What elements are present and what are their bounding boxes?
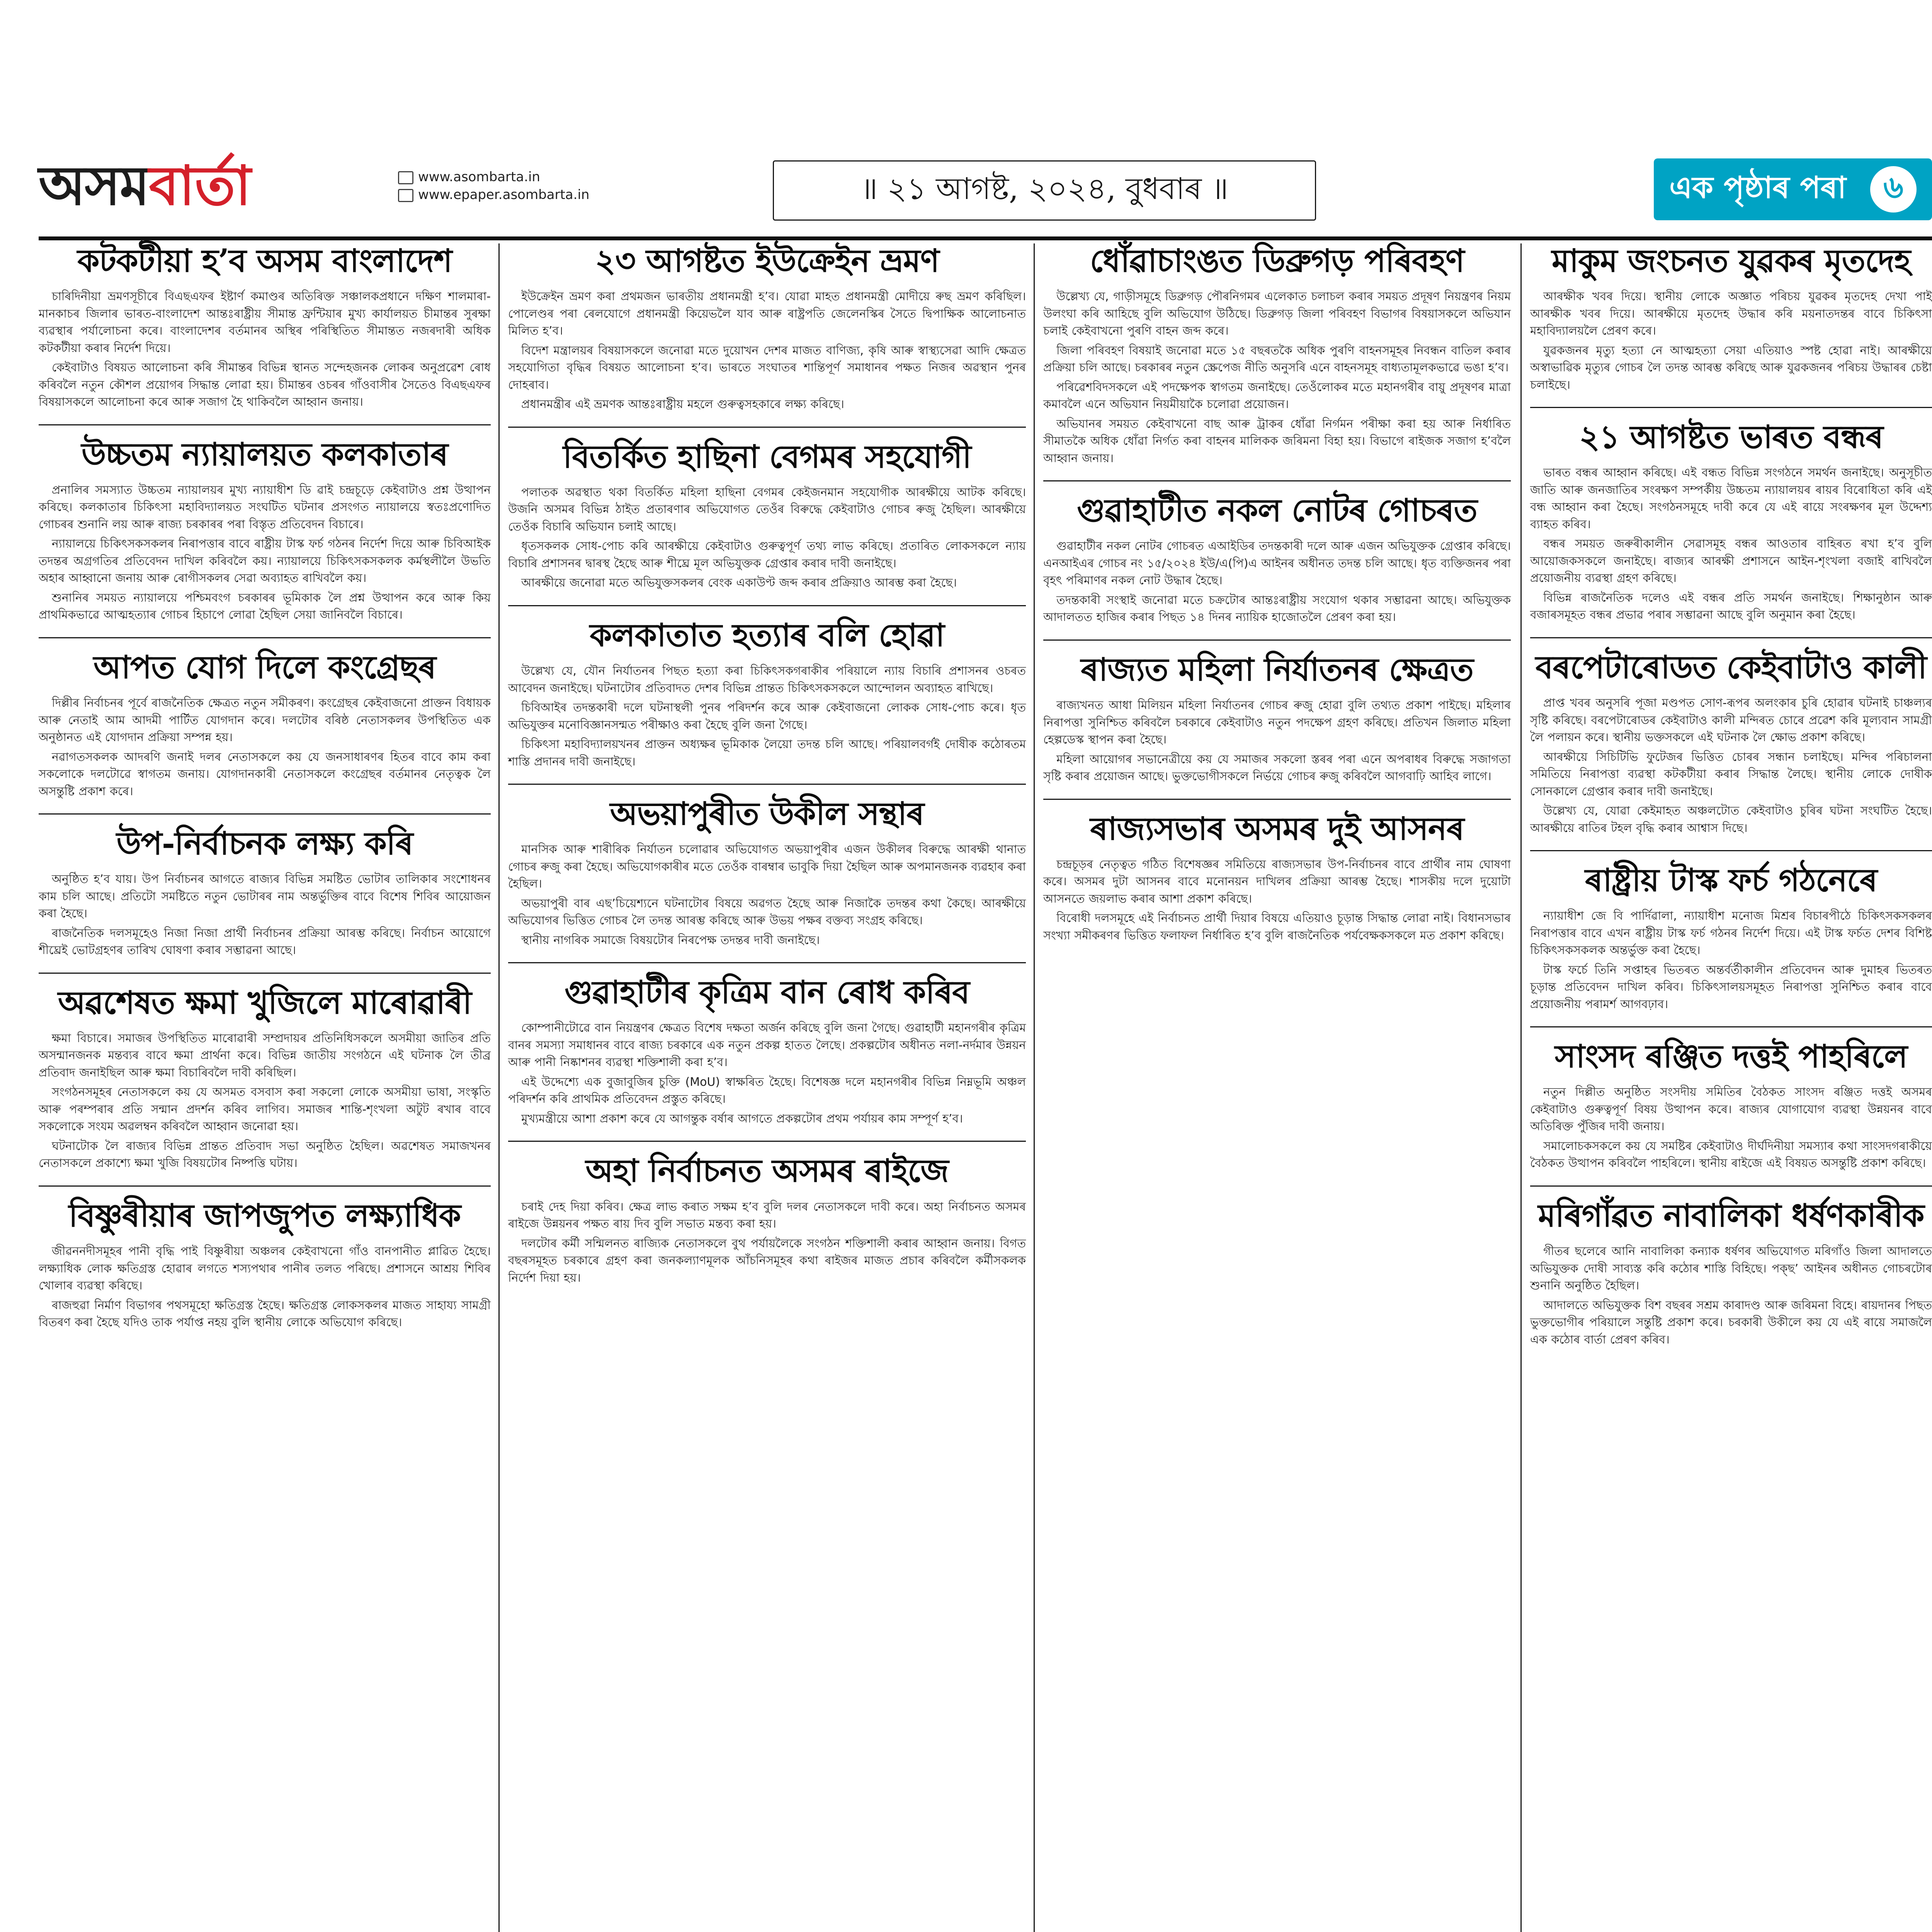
article-divider: [1530, 1185, 1932, 1187]
article-headline[interactable]: গুৱাহাটীত নকল নোটৰ গোচৰত: [1077, 492, 1477, 529]
article: [39, 243, 491, 411]
article-headline[interactable]: বিষ্ণুৰীয়াৰ জাপজুপত লক্ষ্যাধিক: [68, 1197, 461, 1234]
article-headline[interactable]: কটকটীয়া হ’ব অসম বাংলাদেশ: [77, 242, 452, 279]
article-body: ক্ষমা বিচাৰে। সমাজৰ উপস্থিতিত মাৰোৱাৰী সম্প্ৰদায়ৰ প্ৰতিনিধিসকলে অসমীয়া জাতিৰ প্ৰতি অসন্মানজনক মন্তব্যৰ বাবে ক্ষমা প্ৰাৰ্থনা কৰে। বিভিন্ন জাতীয় সংগঠনে এই ঘটনাক লৈ তীব্ৰ প্ৰতিবাদ জনাইছিল আৰু ক্ষমা বিচাৰিবলৈ দাবী কৰিছিল।: [39, 1031, 491, 1080]
article-body: কোম্পানীটোৱে বান নিয়ন্ত্ৰণৰ ক্ষেত্ৰত বিশেষ দক্ষতা অৰ্জন কৰিছে বুলি জনা গৈছে। গুৱাহাটী মহানগৰীৰ কৃত্ৰিম বানৰ সমস্যা সমাধানৰ বাবে ৰাজ্য চৰকাৰে এক নতুন প্ৰকল্প হাতত লৈছে। প্ৰকল্পটোৰ অধীনত নলা-নৰ্দমাৰ উন্নয়ন আৰু পানী নিষ্কাশনৰ ব্যৱস্থা শক্তিশালী কৰা হ’ব।: [508, 1021, 1026, 1070]
article-body: বিভিন্ন ৰাজনৈতিক দলেও এই বন্ধৰ প্ৰতি সমৰ্থন জনাইছে। শিক্ষানুষ্ঠান আৰু বজাৰসমূহত বন্ধৰ প্ৰভাৱ পৰাৰ সম্ভাৱনা আছে বুলি অনুমান কৰা হৈছে।: [1530, 591, 1932, 622]
article-body: ৰাজহুৱা নিৰ্মাণ বিভাগৰ পথসমূহো ক্ষতিগ্ৰস্ত হৈছে। ক্ষতিগ্ৰস্ত লোকসকলৰ মাজত সাহায্য সামগ্ৰী বিতৰণ কৰা হৈছে যদিও তাক পৰ্যাপ্ত নহয় বুলি স্থানীয় লোকে অভিযোগ কৰিছে।: [39, 1298, 491, 1330]
article: [39, 437, 491, 624]
article-body: চৰাই দেহ দিয়া কৰিব। ক্ষেত্ৰ লাভ কৰাত সক্ষম হ’ব বুলি দলৰ নেতাসকলে দাবী কৰে। অহা নিৰ্বাচনত অসমৰ ৰাইজে উন্নয়নৰ পক্ষত ৰায় দিব বুলি সভাত মন্তব্য কৰা হয়।: [508, 1200, 1026, 1231]
article-body: এই উদ্দেশ্যে এক বুজাবুজিৰ চুক্তি (MoU) স্বাক্ষৰিত হৈছে। বিশেষজ্ঞ দলে মহানগৰীৰ বিভিন্ন নিম্নভূমি অঞ্চল পৰিদৰ্শন কৰি প্ৰাথমিক প্ৰতিবেদন প্ৰস্তুত কৰিছে।: [508, 1075, 1026, 1106]
article-headline[interactable]: অৱশেষত ক্ষমা খুজিলে মাৰোৱাৰী: [58, 984, 471, 1021]
article-headline[interactable]: অহা নিৰ্বাচনত অসমৰ ৰাইজে: [585, 1152, 949, 1190]
article-body: দিল্লীৰ নিৰ্বাচনৰ পূৰ্বে ৰাজনৈতিক ক্ষেত্ৰত নতুন সমীকৰণ। কংগ্ৰেছৰ কেইবাজনো প্ৰাক্তন বিধায়ক আৰু নেতাই আম আদমী পাৰ্টিত যোগদান কৰে। দলটোৰ বৰিষ্ঠ নেতাসকলৰ উপস্থিতিত এক অনুষ্ঠানত এই যোগদান প্ৰক্ৰিয়া সম্পন্ন হয়।: [39, 696, 491, 745]
masthead-rule: [39, 236, 1932, 240]
article-body: সংগঠনসমূহৰ নেতাসকলে কয় যে অসমত বসবাস কৰা সকলো লোকে অসমীয়া ভাষা, সংস্কৃতি আৰু পৰম্পৰাৰ প্ৰতি সন্মান প্ৰদৰ্শন কৰিব লাগিব। সমাজৰ শান্তি-শৃংখলা অটুট ৰখাৰ বাবে সকলোকে সংযম অৱলম্বন কৰিবলৈ আহ্বান জনোৱা হয়।: [39, 1085, 491, 1134]
logo-accent-text: বার্তা: [149, 154, 251, 218]
article-body: বন্ধৰ সময়ত জৰুৰীকালীন সেৱাসমূহ বন্ধৰ আওতাৰ বাহিৰত ৰখা হ’ব বুলি আয়োজকসকলে জনাইছে। ৰাজ্যৰ আৰক্ষী প্ৰশাসনে আইন-শৃংখলা বজাই ৰাখিবলৈ প্ৰয়োজনীয় ব্যৱস্থা গ্ৰহণ কৰিছে।: [1530, 537, 1932, 585]
section-label: এক পৃষ্ঠাৰ পৰা: [1669, 170, 1847, 205]
article: [39, 826, 491, 959]
article-headline[interactable]: ৰাজ্যত মহিলা নিৰ্যাতনৰ ক্ষেত্ৰত: [1081, 651, 1473, 688]
article-headline[interactable]: ২১ আগষ্টত ভাৰত বন্ধৰ: [1579, 418, 1883, 456]
article-body: মানসিক আৰু শাৰীৰিক নিৰ্যাতন চলোৱাৰ অভিযোগত অভয়াপুৰীৰ এজন উকীলৰ বিৰুদ্ধে আৰক্ষী থানাত গোচৰ ৰুজু কৰা হৈছে। অভিযোগকাৰীৰ মতে তেওঁক বাৰম্বাৰ ভাবুকি দিয়া হৈছিল আৰু অপমানজনক ব্যৱহাৰ কৰা হৈছিল।: [508, 843, 1026, 891]
website-links: [398, 168, 589, 204]
article-body: অভিযানৰ সময়ত কেইবাখনো বাছ আৰু ট্ৰাকৰ ধোঁৱা নিৰ্গমন পৰীক্ষা কৰা হয় আৰু নিৰ্ধাৰিত সীমাতকৈ অধিক ধোঁৱা নিৰ্গত কৰা বাহনৰ মালিকক জৰিমনা বিহা হয়। বিভাগে ৰাইজক সজাগ হ’বলৈ আহ্বান জনায়।: [1043, 417, 1511, 465]
article-divider: [508, 962, 1026, 963]
article: [1530, 420, 1932, 624]
article: [1530, 863, 1932, 1013]
article-body: প্ৰনালিৰ সমস্যাত উচ্চতম ন্যায়ালয়ৰ মুখ্য ন্যায়াধীশ ডি ৱাই চন্দ্ৰচূড়ে কেইবাটাও প্ৰশ্ন উত্থাপন কৰিছে। কলকাতাৰ চিকিৎসা মহাবিদ্যালয়ত সংঘটিত ঘটনাৰ প্ৰসংগত ন্যায়ালয়ে স্বতঃপ্ৰণোদিত গোচৰৰ শুনানি লয় আৰু ৰাজ্য চৰকাৰৰ পৰা বিস্তৃত প্ৰতিবেদন বিচাৰে।: [39, 483, 491, 531]
column-3: [1043, 243, 1511, 957]
article-body: নতুন দিল্লীত অনুষ্ঠিত সংসদীয় সমিতিৰ বৈঠকত সাংসদ ৰঞ্জিত দত্তই অসমৰ কেইবাটাও গুৰুত্বপূৰ্ণ বিষয় উত্থাপন কৰে। ৰাজ্যৰ যোগাযোগ ব্যৱস্থা উন্নয়নৰ বাবে অতিৰিক্ত পুঁজিৰ দাবী জনায়।: [1530, 1085, 1932, 1134]
article-headline[interactable]: উপ-নিৰ্বাচনক লক্ষ্য কৰি: [116, 825, 413, 862]
article-divider: [39, 1185, 491, 1187]
article-headline[interactable]: উচ্চতম ন্যায়ালয়ত কলকাতাৰ: [81, 435, 448, 473]
article: [1530, 650, 1932, 837]
article-body: জিলা পৰিবহণ বিষয়াই জনোৱা মতে ১৫ বছৰতকৈ অধিক পুৰণি বাহনসমূহৰ নিবন্ধন বাতিল কৰাৰ প্ৰক্ৰিয়া চলি আছে। চৰকাৰৰ নতুন স্ক্ৰেপেজ নীতি অনুসৰি এনে বাহনসমূহ বাধ্যতামূলকভাৱে ভঙা হ’ব।: [1043, 344, 1511, 375]
article: [1530, 1198, 1932, 1349]
article-body: পলাতক অৱস্থাত থকা বিতৰ্কিত মহিলা হাছিনা বেগমৰ কেইজনমান সহযোগীক আৰক্ষীয়ে আটক কৰিছে। উজনি অসমৰ বিভিন্ন ঠাইত প্ৰতাৰণাৰ অভিযোগত তেওঁৰ বিৰুদ্ধে কেইবাটাও গোচৰ ৰুজু হৈছিল। আৰক্ষীয়ে তেওঁক বিচাৰি অভিযান চলাই আছে।: [508, 485, 1026, 534]
article-body: ন্যায়ালয়ে চিকিৎসকসকলৰ নিৰাপত্তাৰ বাবে ৰাষ্ট্ৰীয় টাস্ক ফৰ্চ গঠনৰ নিৰ্দেশ দিয়ে আৰু চিবিআইক তদন্তৰ অগ্ৰগতিৰ প্ৰতিবেদন দাখিল কৰিবলৈ কয়। ন্যায়ালয়ে চিকিৎসকসকলক কৰ্মস্থলীলৈ উভতি অহাৰ আহ্বানো জনায় আৰু ৰোগীসকলৰ সেৱা অব্যাহত ৰাখিবলৈ কয়।: [39, 537, 491, 585]
article-headline[interactable]: কলকাতাত হত্যাৰ বলি হোৱা: [590, 616, 944, 654]
article-headline[interactable]: বৰপেটাৰোডত কেইবাটাও কালী: [1536, 648, 1927, 686]
article-body: টাস্ক ফৰ্চে তিনি সপ্তাহৰ ভিতৰত অন্তৰ্বৰ্তীকালীন প্ৰতিবেদন আৰু দুমাহৰ ভিতৰত চূড়ান্ত প্ৰতিবেদন দাখিল কৰিব। চিকিৎসালয়সমূহত নিৰাপত্তা সুনিশ্চিত কৰাৰ বাবে প্ৰয়োজনীয় পৰামৰ্শ আগবঢ়াব।: [1530, 963, 1932, 1011]
article: [1530, 243, 1932, 394]
article-divider: [1530, 1026, 1932, 1027]
article-body: উল্লেখ্য যে, গাড়ীসমূহে ডিব্ৰুগড় পৌৰনিগমৰ এলেকাত চলাচল কৰাৰ সময়ত প্ৰদূষণ নিয়ন্ত্ৰণৰ নিয়ম উলংঘা কৰি আহিছে বুলি অভিযোগ উঠিছে। ডিব্ৰুগড় জিলা পৰিবহণ বিভাগৰ বিষয়াসকলে অভিযান চলাই কেইবাখনো পুৰণি বাহন জব্দ কৰে।: [1043, 290, 1511, 338]
epaper-icon: [398, 189, 413, 202]
article-divider: [1530, 407, 1932, 408]
article-body: চন্দ্ৰচূড়ৰ নেতৃত্বত গঠিত বিশেষজ্ঞৰ সমিতিয়ে ৰাজ্যসভাৰ উপ-নিৰ্বাচনৰ বাবে প্ৰাৰ্থীৰ নাম ঘোষণা কৰে। অসমৰ দুটা আসনৰ বাবে মনোনয়ন দাখিলৰ প্ৰক্ৰিয়া আৰম্ভ হৈছে। শাসকীয় দলে দুয়োটা আসনতে জয়লাভ কৰাৰ আশা প্ৰকাশ কৰিছে।: [1043, 857, 1511, 906]
masthead: [39, 153, 1932, 234]
article-body: তদন্তকাৰী সংস্থাই জনোৱা মতে চক্ৰটোৰ আন্তঃৰাষ্ট্ৰীয় সংযোগ থকাৰ সম্ভাৱনা আছে। অভিযুক্তক আদালতত হাজিৰ কৰাৰ পিছত ১৪ দিনৰ ন্যায়িক হাজোতলৈ প্ৰেৰণ কৰা হয়।: [1043, 593, 1511, 624]
column-divider: [1520, 243, 1522, 1932]
article-divider: [508, 605, 1026, 606]
article-divider: [508, 1141, 1026, 1142]
article-body: ধৃতসকলক সোধ-পোচ কৰি আৰক্ষীয়ে কেইবাটাও গুৰুত্বপূৰ্ণ তথ্য লাভ কৰিছে। প্ৰতাৰিত লোকসকলে ন্যায় বিচাৰি প্ৰশাসনৰ দ্বাৰস্থ হৈছে আৰু শীঘ্ৰে মূল অভিযুক্তক গ্ৰেপ্তাৰ কৰাৰ দাবী জনাইছে।: [508, 539, 1026, 570]
newspaper-logo: [39, 153, 251, 226]
article-body: চাৰিদিনীয়া ভ্ৰমণসূচীৰে বিএছএফৰ ইষ্টাৰ্ণ কমাণ্ডৰ অতিৰিক্ত সঞ্চালকপ্ৰধানে দক্ষিণ শালমাৰা-মানকাচৰ জিলাৰ ভাৰত-বাংলাদেশ আন্তঃৰাষ্ট্ৰীয় সীমান্ত ফ্ৰন্টিয়াৰ মুখ্য কাৰ্যালয়ত চীমান্তৰ সুৰক্ষা ব্যৱস্থাৰ পৰ্যালোচনা কৰে। বাংলাদেশৰ বৰ্তমানৰ অস্থিৰ পৰিস্থিতিত সীমান্তত নজৰদাৰী অধিক কটকটীয়া কৰাৰ নিৰ্দেশ দিয়ে।: [39, 290, 491, 355]
article-body: নৱাগতসকলক আদৰণি জনাই দলৰ নেতাসকলে কয় যে জনসাধাৰণৰ হিতৰ বাবে কাম কৰা সকলোকে দলটোৱে স্বাগতম জনায়। যোগদানকাৰী নেতাসকলে কংগ্ৰেছৰ বৰ্তমানৰ নেতৃত্বক লৈ অসন্তুষ্টি প্ৰকাশ কৰে।: [39, 750, 491, 798]
article: [39, 985, 491, 1172]
article-headline[interactable]: গুৱাহাটীৰ কৃত্ৰিম বান ৰোধ কৰিব: [565, 974, 969, 1011]
article-divider: [508, 427, 1026, 428]
article: [1043, 811, 1511, 945]
article-body: ন্যায়াধীশ জে বি পাৰ্দিৱালা, ন্যায়াধীশ মনোজ মিশ্ৰৰ বিচাৰপীঠে চিকিৎসকসকলৰ নিৰাপত্তাৰ বাবে এখন ৰাষ্ট্ৰীয় টাস্ক ফৰ্চ গঠনৰ নিৰ্দেশ দিয়ে। এই টাস্ক ফৰ্চত দেশৰ বিশিষ্ট চিকিৎসকসকলক অন্তৰ্ভুক্ত কৰা হৈছে।: [1530, 909, 1932, 957]
article: [508, 439, 1026, 592]
article-body: আদালতে অভিযুক্তক বিশ বছৰৰ সশ্ৰম কাৰাদণ্ড আৰু জৰিমনা বিহে। ৰায়দানৰ পিছত ভুক্তভোগীৰ পৰিয়ালে সন্তুষ্টি প্ৰকাশ কৰে। চৰকাৰী উকীলে কয় যে এই ৰায়ে সমাজলৈ এক কঠোৰ বাৰ্তা প্ৰেৰণ কৰিব।: [1530, 1298, 1932, 1347]
article-headline[interactable]: ধোঁৱাচাংঙত ডিব্ৰুগড় পৰিবহণ: [1090, 242, 1464, 279]
article-body: অভয়াপুৰী বাৰ এছ’চিয়েশ্যনে ঘটনাটোৰ বিষয়ে অৱগত হৈছে আৰু নিজাকৈ তদন্তৰ কথা কৈছে। আৰক্ষীয়ে অভিযোগৰ ভিত্তিত গোচৰ লৈ তদন্ত আৰম্ভ কৰিছে আৰু উভয় পক্ষৰ বক্তব্য সংগ্ৰহ কৰিছে।: [508, 896, 1026, 928]
article-body: দলটোৰ কৰ্মী সন্মিলনত ৰাজ্যিক নেতাসকলে বুথ পৰ্যায়লৈকে সংগঠন শক্তিশালী কৰাৰ আহ্বান জনায়। বিগত বছৰসমূহত চৰকাৰে গ্ৰহণ কৰা জনকল্যাণমূলক আঁচনিসমূহৰ কথা ৰাইজৰ মাজত প্ৰচাৰ কৰিবলৈ কৰ্মীসকলক নিৰ্দেশ দিয়া হয়।: [508, 1236, 1026, 1285]
article-headline[interactable]: সাংসদ ৰঞ্জিত দত্তই পাহৰিলে: [1555, 1038, 1907, 1075]
column-divider: [498, 243, 500, 1932]
article-divider: [1043, 480, 1511, 481]
article-divider: [39, 813, 491, 815]
article-body: গুৱাহাটীৰ নকল নোটৰ গোচৰত এআইডিৰ তদন্তকাৰী দলে আৰু এজন অভিযুক্তক গ্ৰেপ্তাৰ কৰিছে। এনআইএৰ গোচৰ নং ১৫/২০২৪ ইউ/এ(পি)এ আইনৰ অধীনত তদন্ত চলি আছে। ধৃত ব্যক্তিজনৰ পৰা বৃহৎ পৰিমাণৰ নকল নোট উদ্ধাৰ হৈছে।: [1043, 539, 1511, 588]
logo-main-text: অসম: [39, 154, 149, 218]
article-divider: [1530, 850, 1932, 851]
article-divider: [1043, 799, 1511, 800]
article-headline[interactable]: আপত যোগ দিলে কংগ্ৰেছৰ: [94, 648, 436, 686]
article-body: পৰিৱেশবিদসকলে এই পদক্ষেপক স্বাগতম জনাইছে। তেওঁলোকৰ মতে মহানগৰীৰ বায়ু প্ৰদূষণৰ মাত্ৰা কমাবলৈ এনে অভিযান নিয়মীয়াকৈ চলোৱা প্ৰয়োজন।: [1043, 380, 1511, 412]
article-body: স্থানীয় নাগৰিক সমাজে বিষয়টোৰ নিৰপেক্ষ তদন্তৰ দাবী জনাইছে।: [521, 933, 820, 947]
article-divider: [39, 637, 491, 638]
article-body: কেইবাটাও বিষয়ত আলোচনা কৰি সীমান্তৰ বিভিন্ন স্থানত সন্দেহজনক লোকৰ অনুপ্ৰৱেশ ৰোধ কৰিবলৈ নতুন কৌশল প্ৰয়োগৰ সিদ্ধান্ত লোৱা হয়। চীমান্তৰ ওচৰৰ গাঁওবাসীৰ সৈতেও বিএছএফৰ বিষয়াসকলে আলোচনা কৰে আৰু সজাগ হৈ থাকিবলৈ আহ্বান জনায়।: [39, 361, 491, 409]
article-body: শুনানিৰ সময়ত ন্যায়ালয়ে পশ্চিমবংগ চৰকাৰৰ ভূমিকাক লৈ প্ৰশ্ন উত্থাপন কৰে আৰু কিয় প্ৰাথমিকভাৱে আত্মহত্যাৰ গোচৰ হিচাপে লোৱা হৈছিল সেয়া জানিবলৈ বিচাৰে।: [39, 591, 491, 622]
article-body: ঘটনাটোক লৈ ৰাজ্যৰ বিভিন্ন প্ৰান্তত প্ৰতিবাদ সভা অনুষ্ঠিত হৈছিল। অৱশেষত সমাজখনৰ নেতাসকলে প্ৰকাশ্যে ক্ষমা খুজি বিষয়টোৰ নিষ্পত্তি ঘটায়।: [39, 1139, 491, 1170]
article-divider: [39, 424, 491, 425]
article-headline[interactable]: ৰাজ্যসভাৰ অসমৰ দুই আসনৰ: [1090, 810, 1464, 847]
article-headline[interactable]: বিতৰ্কিত হাছিনা বেগমৰ সহযোগী: [563, 438, 971, 475]
article-headline[interactable]: অভয়াপুৰীত উকীল সন্থাৰ: [610, 795, 924, 833]
website-url[interactable]: www.asombarta.in: [418, 169, 540, 185]
article-body: প্ৰধানমন্ত্ৰীৰ এই ভ্ৰমণক আন্তঃৰাষ্ট্ৰীয় মহলে গুৰুত্বসহকাৰে লক্ষ্য কৰিছে।: [521, 398, 844, 412]
article-body: চিকিৎসা মহাবিদ্যালয়খনৰ প্ৰাক্তন অধ্যক্ষৰ ভূমিকাক লৈয়ো তদন্ত চলি আছে। পৰিয়ালবৰ্গই দোষীক কঠোৰতম শাস্তি প্ৰদানৰ দাবী জনাইছে।: [508, 738, 1026, 769]
article-body: প্ৰাপ্ত খবৰ অনুসৰি পূজা মণ্ডপত সোণ-ৰূপৰ অলংকাৰ চুৰি হোৱাৰ ঘটনাই চাঞ্চল্যৰ সৃষ্টি কৰিছে। বৰপেটাৰোডৰ কেইবাটাও কালী মন্দিৰত চোৰে প্ৰৱেশ কৰি মূল্যবান সামগ্ৰী লৈ পলায়ন কৰে। স্থানীয় ভক্তসকলে এই ঘটনাক লৈ ক্ষোভ প্ৰকাশ কৰিছে।: [1530, 696, 1932, 745]
article: [508, 796, 1026, 949]
article: [1043, 652, 1511, 786]
article-headline[interactable]: ২৩ আগষ্টত ইউক্ৰেইন ভ্ৰমণ: [595, 242, 939, 279]
article: [1043, 243, 1511, 467]
article-body: ইউক্ৰেইন ভ্ৰমণ কৰা প্ৰথমজন ভাৰতীয় প্ৰধানমন্ত্ৰী হ’ব। যোৱা মাহত প্ৰধানমন্ত্ৰী মোদীয়ে ৰুছ ভ্ৰমণ কৰিছিল। পোলেণ্ডৰ পৰা ৰেলযোগে প্ৰধানমন্ত্ৰী কিয়েভলৈ যাব আৰু ৰাষ্ট্ৰপতি জেলেনস্কিৰ সৈতে দ্বিপাক্ষিক আলোচনাত মিলিত হ’ব।: [508, 290, 1026, 338]
issue-date: ॥ ২১ আগষ্ট, ২০২৪, বুধবাৰ ॥: [773, 160, 1316, 221]
article: [508, 1153, 1026, 1287]
article-body: মুখ্যমন্ত্ৰীয়ে আশা প্ৰকাশ কৰে যে আগন্তুক বৰ্ষাৰ আগতে প্ৰকল্পটোৰ প্ৰথম পৰ্যায়ৰ কাম সম্পূৰ্ণ হ’ব।: [521, 1112, 963, 1126]
page-section-tag: [1654, 158, 1932, 220]
article-body: বিদেশ মন্ত্ৰালয়ৰ বিষয়াসকলে জনোৱা মতে দুয়োখন দেশৰ মাজত বাণিজ্য, কৃষি আৰু স্বাস্থ্যসেৱা আদি ক্ষেত্ৰত সহযোগিতা বৃদ্ধিৰ বিষয়ত আলোচনা হ’ব। ভাৰতে সংঘাতৰ শান্তিপূৰ্ণ সমাধানৰ পক্ষত নিজৰ অৱস্থান পুনৰ দোহৰাব।: [508, 344, 1026, 392]
article: [1043, 493, 1511, 626]
article-divider: [1530, 637, 1932, 638]
article-divider: [508, 784, 1026, 785]
article-headline[interactable]: মৰিগাঁৱত নাবালিকা ধৰ্ষণকাৰীক: [1538, 1197, 1924, 1234]
article-body: মহিলা আয়োগৰ সভানেত্ৰীয়ে কয় যে সমাজৰ সকলো স্তৰৰ পৰা এনে অপৰাধৰ বিৰুদ্ধে সজাগতা সৃষ্টি কৰাৰ প্ৰয়োজন আছে। ভুক্তভোগীসকলে নিৰ্ভয়ে গোচৰ ৰুজু কৰিবলৈ আগবাঢ়ি আহিব লাগে।: [1043, 752, 1511, 784]
column-1: [39, 243, 491, 1345]
article-body: চিবিআইৰ তদন্তকাৰী দলে ঘটনাস্থলী পুনৰ পৰিদৰ্শন কৰে আৰু কেইবাজনো লোকক সোধ-পোচ কৰে। ধৃত অভিযুক্তৰ মনোবিজ্ঞানসন্মত পৰীক্ষাও কৰা হৈছে বুলি জনা গৈছে।: [508, 701, 1026, 732]
column-4: [1530, 243, 1932, 1362]
column-2: [508, 243, 1026, 1300]
article-headline[interactable]: ৰাষ্ট্ৰীয় টাস্ক ফৰ্চ গঠনেৰে: [1585, 862, 1877, 899]
article-body: আৰক্ষীয়ে সিচিটিভি ফুটেজৰ ভিত্তিত চোৰৰ সন্ধান চলাইছে। মন্দিৰ পৰিচালনা সমিতিয়ে নিৰাপত্তা ব্যৱস্থা কটকটীয়া কৰাৰ সিদ্ধান্ত লৈছে। স্থানীয় লোকে দোষীক সোনকালে গ্ৰেপ্তাৰ কৰাৰ দাবী জনাইছে।: [1530, 750, 1932, 798]
article: [508, 975, 1026, 1128]
article-body: সমালোচকসকলে কয় যে সমষ্টিৰ কেইবাটাও দীৰ্ঘদিনীয়া সমস্যাৰ কথা সাংসদগৰাকীয়ে বৈঠকত উত্থাপন কৰিবলৈ পাহৰিলে। স্থানীয় ৰাইজে এই বিষয়ত অসন্তুষ্টি প্ৰকাশ কৰিছে।: [1530, 1139, 1932, 1170]
article-body: উল্লেখ্য যে, যৌন নিৰ্যাতনৰ পিছত হত্যা কৰা চিকিৎসকগৰাকীৰ পৰিয়ালে ন্যায় বিচাৰি প্ৰশাসনৰ ওচৰত আবেদন জনাইছে। ঘটনাটোৰ প্ৰতিবাদত দেশৰ বিভিন্ন প্ৰান্তত চিকিৎসকসকলে আন্দোলন অব্যাহত ৰাখিছে।: [508, 664, 1026, 695]
article-body: ভাৰত বন্ধৰ আহ্বান কৰিছে। এই বন্ধত বিভিন্ন সংগঠনে সমৰ্থন জনাইছে। অনুসূচীত জাতি আৰু জনজাতিৰ সংৰক্ষণ সম্পৰ্কীয় উচ্চতম ন্যায়ালয়ৰ ৰায়ৰ বিৰোধিতা কৰি এই বন্ধ আহ্বান কৰা হৈছে। সংগঠনসমূহে দাবী কৰে যে এই ৰায়ে সংৰক্ষণৰ মূল উদ্দেশ্য ব্যাহত কৰিব।: [1530, 466, 1932, 531]
page-number: ৬: [1870, 166, 1917, 213]
article: [508, 618, 1026, 770]
article-body: বিৰোধী দলসমূহে এই নিৰ্বাচনত প্ৰাৰ্থী দিয়াৰ বিষয়ে এতিয়াও চূড়ান্ত সিদ্ধান্ত লোৱা নাই। বিধানসভাৰ সংখ্যা সমীকৰণৰ ভিত্তিত ফলাফল নিৰ্ধাৰিত হ’ব বুলি ৰাজনৈতিক পৰ্যবেক্ষকসকলে মত প্ৰকাশ কৰিছে।: [1043, 912, 1511, 942]
article-body: ৰাজনৈতিক দলসমূহেও নিজা নিজা প্ৰাৰ্থী নিৰ্বাচনৰ প্ৰক্ৰিয়া আৰম্ভ কৰিছে। নিৰ্বাচন আয়োগে শীঘ্ৰেই ভোটগ্ৰহণৰ তাৰিখ ঘোষণা কৰাৰ সম্ভাৱনা আছে।: [39, 926, 491, 957]
article-body: অনুষ্ঠিত হ’ব যায়। উপ নিৰ্বাচনৰ আগতে ৰাজ্যৰ বিভিন্ন সমষ্টিত ভোটাৰ তালিকাৰ সংশোধনৰ কাম চলি আছে। প্ৰতিটো সমষ্টিতে নতুন ভোটাৰৰ নাম অন্তৰ্ভুক্তিৰ বাবে বিশেষ শিবিৰ আয়োজন কৰা হৈছে।: [39, 872, 491, 921]
epaper-url[interactable]: www.epaper.asombarta.in: [418, 187, 590, 202]
article-body: জীৱননদীসমূহৰ পানী বৃদ্ধি পাই বিষ্ণুৰীয়া অঞ্চলৰ কেইবাখনো গাঁও বানপানীত প্লাৱিত হৈছে। লক্ষ্যাধিক লোক ক্ষতিগ্ৰস্ত হোৱাৰ লগতে শস্যপথাৰ পানীৰ তলত পৰিছে। প্ৰশাসনে আশ্ৰয় শিবিৰ খোলাৰ ব্যৱস্থা কৰিছে।: [39, 1245, 491, 1293]
article-divider: [39, 973, 491, 974]
article: [1530, 1039, 1932, 1172]
column-divider: [1034, 243, 1035, 1932]
article-body: যুৱকজনৰ মৃত্যু হত্যা নে আত্মহত্যা সেয়া এতিয়াও স্পষ্ট হোৱা নাই। আৰক্ষীয়ে অস্বাভাৱিক মৃত্যুৰ গোচৰ লৈ তদন্ত আৰম্ভ কৰিছে আৰু যুৱকজনৰ পৰিচয় উদ্ধাৰৰ চেষ্টা চলাইছে।: [1530, 344, 1932, 392]
article-body: আৰক্ষীয়ে জনোৱা মতে অভিযুক্তসকলৰ বেংক একাউণ্ট জব্দ কৰাৰ প্ৰক্ৰিয়াও আৰম্ভ কৰা হৈছে।: [521, 576, 957, 590]
article: [39, 650, 491, 800]
article-body: ৰাজ্যখনত আধা মিলিয়ন মহিলা নিৰ্যাতনৰ গোচৰ ৰুজু হোৱা বুলি তথ্যত প্ৰকাশ পাইছে। মহিলাৰ নিৰাপত্তা সুনিশ্চিত কৰিবলৈ চৰকাৰে কেইবাটাও নতুন পদক্ষেপ গ্ৰহণ কৰিছে। প্ৰতিখন জিলাত মহিলা হেল্পডেস্ক স্থাপন কৰা হৈছে।: [1043, 699, 1511, 747]
article-body: আৰক্ষীক খবৰ দিয়ে। স্থানীয় লোকে অজ্ঞাত পৰিচয় যুৱকৰ মৃতদেহ দেখা পাই আৰক্ষীক খবৰ দিয়ে। আৰক্ষীয়ে মৃতদেহ উদ্ধাৰ কৰি ময়নাতদন্তৰ বাবে চিকিৎসা মহাবিদ্যালয়লৈ প্ৰেৰণ কৰে।: [1530, 290, 1932, 338]
article: [39, 1198, 491, 1332]
article-headline[interactable]: মাকুম জংচনত যুৱকৰ মৃতদেহ: [1551, 242, 1911, 279]
article-body: গীতৰ ছলেৰে আনি নাবালিকা কন্যাক ধৰ্ষণৰ অভিযোগত মৰিগাঁও জিলা আদালতে অভিযুক্তক দোষী সাব্যস্ত কৰি কঠোৰ শাস্তি বিহিছে। পক্‌ছ’ আইনৰ অধীনত গোচৰটোৰ শুনানি অনুষ্ঠিত হৈছিল।: [1530, 1245, 1932, 1293]
article-divider: [1043, 639, 1511, 641]
article-body: উল্লেখ্য যে, যোৱা কেইমাহত অঞ্চলটোত কেইবাটাও চুৰিৰ ঘটনা সংঘটিত হৈছে। আৰক্ষীয়ে ৰাতিৰ টহল বৃদ্ধি কৰাৰ আশ্বাস দিছে।: [1530, 804, 1932, 835]
web-icon: [398, 171, 413, 184]
article: [508, 243, 1026, 413]
